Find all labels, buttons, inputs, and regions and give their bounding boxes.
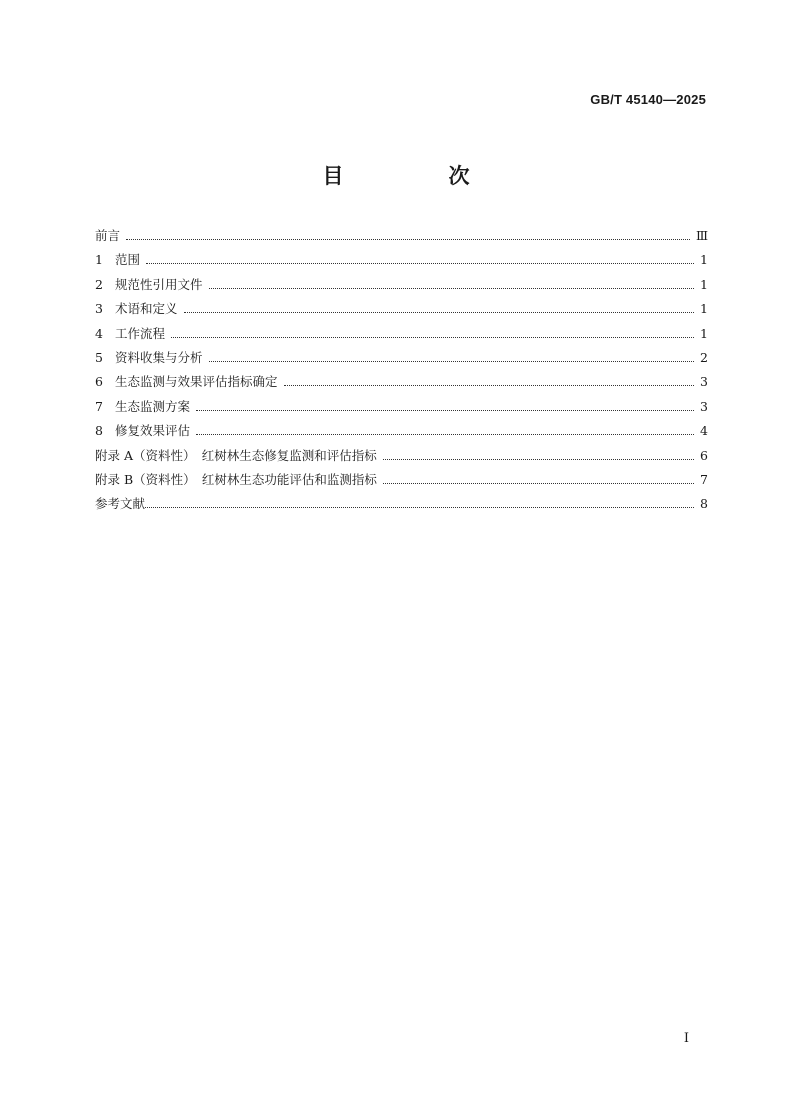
standard-code: GB/T 45140—2025 — [590, 92, 706, 107]
toc-entry-page: 4 — [700, 423, 708, 439]
toc-leader-dots — [383, 459, 694, 460]
toc-entry-title: 修复效果评估 — [115, 423, 191, 439]
toc-entry-page: 1 — [700, 276, 708, 292]
toc-entry-page: 1 — [700, 301, 708, 317]
toc-entry-bibliography[interactable] — [95, 496, 708, 520]
toc-title: 目 次 — [322, 164, 512, 188]
toc-entry-annex-b[interactable] — [95, 472, 708, 496]
toc-leader-dots — [209, 288, 694, 289]
page-number: I — [683, 1031, 689, 1046]
toc-entry-page: 1 — [700, 325, 708, 341]
toc-entry-number: 1 — [95, 252, 103, 268]
toc-entry-number: 5 — [95, 349, 103, 365]
toc-leader-dots — [171, 337, 694, 338]
toc-entry-number: 3 — [95, 301, 103, 317]
toc-entry-terms-definitions[interactable] — [95, 301, 708, 325]
toc-leader-dots — [145, 507, 694, 508]
toc-entry-monitoring-plan[interactable] — [95, 399, 708, 423]
toc-entry-page: Ⅲ — [695, 228, 708, 243]
toc-entry-title: 资料收集与分析 — [115, 349, 203, 365]
toc-entry-title: 附录 A（资料性） 红树林生态修复监测和评估指标 — [95, 447, 377, 463]
toc-entry-workflow[interactable] — [95, 326, 708, 350]
toc-entry-page: 3 — [700, 398, 708, 414]
toc-entry-number: 6 — [95, 374, 103, 390]
toc-leader-dots — [126, 239, 690, 240]
toc-entry-title: 生态监测方案 — [115, 398, 191, 414]
toc-entry-page: 3 — [700, 374, 708, 390]
toc-entry-page: 1 — [700, 252, 708, 268]
toc-entry-annex-a[interactable] — [95, 448, 708, 472]
toc-entry-effect-evaluation[interactable] — [95, 423, 708, 447]
toc-leader-dots — [196, 410, 694, 411]
toc-entry-title: 前言 — [95, 228, 121, 243]
toc-entry-page: 6 — [700, 447, 708, 463]
table-of-contents — [95, 228, 708, 521]
toc-entry-title: 范围 — [115, 252, 141, 268]
toc-entry-indicators[interactable] — [95, 374, 708, 398]
toc-entry-title: 生态监测与效果评估指标确定 — [115, 374, 278, 390]
toc-entry-title: 规范性引用文件 — [115, 276, 203, 292]
toc-entry-title: 参考文献 — [95, 496, 146, 512]
toc-leader-dots — [209, 361, 694, 362]
toc-entry-title: 工作流程 — [115, 325, 166, 341]
toc-entry-data-collection[interactable] — [95, 350, 708, 374]
toc-leader-dots — [383, 483, 694, 484]
toc-entry-number: 8 — [95, 423, 103, 439]
toc-entry-scope[interactable] — [95, 252, 708, 276]
toc-entry-number: 2 — [95, 276, 103, 292]
toc-entry-title: 附录 B（资料性） 红树林生态功能评估和监测指标 — [95, 471, 377, 487]
toc-entry-page: 2 — [700, 349, 708, 365]
toc-entry-title: 术语和定义 — [115, 301, 178, 317]
toc-entry-number: 4 — [95, 325, 103, 341]
toc-entry-page: 7 — [700, 471, 708, 487]
toc-entry-foreword[interactable] — [95, 228, 708, 252]
toc-leader-dots — [146, 263, 694, 264]
toc-leader-dots — [184, 312, 694, 313]
toc-leader-dots — [196, 434, 694, 435]
toc-entry-page: 8 — [700, 496, 708, 512]
toc-entry-normative-references[interactable] — [95, 277, 708, 301]
toc-leader-dots — [284, 385, 694, 386]
toc-entry-number: 7 — [95, 398, 103, 414]
